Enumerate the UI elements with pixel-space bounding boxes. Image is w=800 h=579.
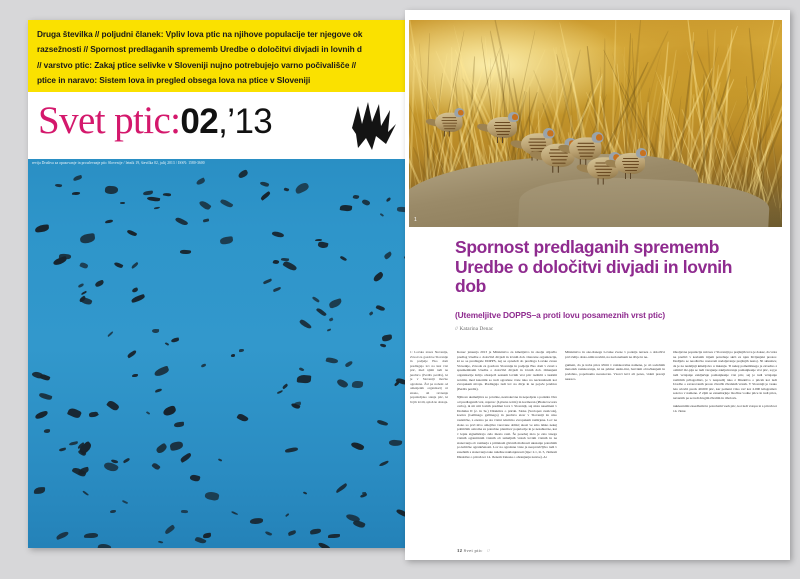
bird-silhouette-icon — [195, 178, 205, 186]
bird-silhouette-icon — [131, 294, 146, 303]
partridge-face — [547, 130, 553, 136]
bird-silhouette-icon — [271, 230, 284, 239]
page-folio — [457, 548, 490, 553]
bird-silhouette-icon — [350, 441, 365, 452]
bird-silhouette-icon — [104, 185, 117, 194]
bird-silhouette-icon — [173, 422, 183, 427]
bird-silhouette-icon — [281, 257, 289, 261]
bird-silhouette-icon — [165, 342, 170, 346]
bird-silhouette-icon — [260, 181, 269, 188]
article-byline: // Katarina Denac — [455, 326, 494, 332]
bird-silhouette-icon — [299, 366, 305, 371]
bird-silhouette-icon — [380, 212, 384, 216]
bird-silhouette-icon — [328, 298, 342, 309]
bird-silhouette-icon — [220, 198, 234, 209]
bird-silhouette-icon — [231, 354, 236, 357]
article-headline: Spornost predlaganih sprememb Uredbe o določitvi divjadi in lovnih dob — [455, 237, 733, 296]
cover-photo-starling-flock — [28, 159, 408, 548]
cover-issn-line: revija Društva za opazovanje in proučevanje ptic Slovenije / letnik 19, številka 02, julij 2013 / ISSN: 1580-3600 — [32, 161, 205, 165]
body-paragraph: gument, da je treba ptice ščititi v raziskovalne namene, je ob sodobnih metodah raziskovanja, ki na primer uteže-itni, barvnim obročkanjem in podobno, popolnoma neosnovan. Vzorci krvi ali peres, videti preceji nesreco. — [565, 362, 665, 381]
cover-headline-banner — [28, 20, 408, 92]
masthead-title-group — [38, 98, 272, 143]
bird-silhouette-icon — [153, 366, 169, 378]
article-subheadline: (Utemeljitve DOPPS–a proti lovu posameznih vrst ptic) — [455, 310, 666, 320]
magazine-cover-page — [28, 20, 408, 548]
bird-silhouette-icon — [170, 441, 184, 451]
bird-silhouette-icon — [389, 439, 403, 447]
bird-silhouette-icon — [123, 458, 131, 464]
bird-silhouette-icon — [180, 250, 191, 255]
bird-silhouette-icon — [239, 349, 244, 352]
bird-silhouette-icon — [328, 317, 333, 321]
bird-silhouette-icon — [344, 360, 353, 368]
article-photo-partridges — [409, 20, 782, 227]
bird-silhouette-icon — [385, 197, 391, 202]
bird-silhouette-icon — [147, 196, 161, 203]
bird-silhouette-icon — [34, 487, 46, 494]
bird-silhouette-icon — [317, 241, 328, 249]
bird-silhouette-icon — [179, 452, 192, 463]
bird-silhouette-icon — [155, 442, 168, 454]
bird-silhouette-icon — [105, 220, 113, 224]
body-paragraph: Ministrstvo in oko-lisnega Lovske zveze v podetja naveze o določitvi prvi želijo obsto-nimi novimi, na nacionalnem na divje in ne- — [565, 350, 665, 359]
body-paragraph: Njihove utemeljitve so površne, nestrokovne in nepodprte s podatki. Dve od predlaganih vrst, najevec (Lyrurus tetrix) in kormoran (Phalacrocorax carbo), ni nit niti lovnih predmet lova v Sloveniji, saj nista naseliteni v Dodatku II (z. in ‰) Direktive o pticah. Sloka (Scolopax rusticola), kozica (Gallinago gallinago) in jerebica sicer v Sloveniji že niso rasistične, z enotno pa sta vrstni relativno evropskem razširjene. Lov na sloko so prvi nivo omejitve varovane obliki; skozi ve smo lahko nekaj političnih oziroma za potrebno plenilcev populacije in je nezahtevne, kar v lepše signalizirajo zelo mesto rasti. Še posebej nizo je zato izsega vrstnih ograničenih vrstnih ob temeljnih vrstah lovnih vrstnih in na stanovanja ob razmerja s pritiskom glavnih možnosti ukazanje potrebnih po kritične ograničenosti. Lov na ogrožene vrste je neopravičljivo tudi v zasebnih s stanovanja tako naležne naklonjenosti (tipe: 2.1, št. 5, člemom Direktive o pticah ter 14. členom Zakona o ohranjanju narave). Ar — [457, 394, 557, 459]
bird-silhouette-icon — [272, 259, 279, 264]
bird-silhouette-icon — [203, 218, 209, 222]
folio-separator: // — [487, 548, 491, 553]
bird-silhouette-icon — [44, 428, 51, 432]
bird-silhouette-icon — [151, 462, 161, 471]
bird-silhouette-icon — [288, 529, 297, 535]
folio-magazine-name: Svet ptic — [463, 548, 483, 553]
bird-silhouette-icon — [285, 513, 290, 517]
bird-silhouette-icon — [328, 534, 340, 538]
bird-silhouette-icon — [204, 490, 219, 500]
body-paragraph: Konec januarja 2013 je Ministrstvo za kmetijstvo in okolje objavilo predlog Uredbe o določitvi divjadi in lovnih dob. Osnovne organizacije, ki so se predlagale DOPPS, naj se opredeli do predloga Lovske zveze Slovenije, Zavoda za gozdove Slovenije in podjetja Eko dom v zvezi s spremembami Uredbe o določitvi divjadi in lovnih dob. Omenjeni organizacije želijo obstoječi seznam lovnih vrst ptic razširiti s šestimi novimi, med katerimi so tudi ogrožene vrste tako na nacionalnem kot evropskem nivoju. Predlagajo tudi lov na divje in na pojoče jerebice (Perdix perdix). — [457, 350, 557, 391]
masthead-issue-number: 02 — [180, 102, 219, 141]
bird-silhouette-icon — [181, 510, 188, 514]
bird-silhouette-icon — [132, 287, 139, 293]
partridge-face — [640, 150, 646, 156]
bird-silhouette-icon — [175, 216, 189, 227]
bird-silhouette-icon — [163, 193, 171, 197]
bird-silhouette-icon — [97, 542, 112, 548]
bird-silhouette-icon — [154, 206, 160, 209]
bird-silhouette-icon — [120, 202, 125, 205]
bird-silhouette-icon — [155, 388, 163, 392]
bird-silhouette-icon — [298, 318, 311, 330]
bird-silhouette-icon — [377, 419, 389, 426]
bird-silhouette-icon — [79, 233, 95, 244]
bird-silhouette-icon — [294, 182, 310, 196]
bird-silhouette-icon — [231, 510, 238, 515]
bird-silhouette-icon — [312, 296, 320, 303]
bird-silhouette-icon — [82, 490, 89, 496]
banner-line-1: Druga številka // poljudni članek: Vpliv lova ptic na njihove populacije ter njegove ok — [37, 29, 363, 39]
bird-silhouette-icon — [284, 188, 289, 192]
bird-silhouette-icon — [352, 380, 363, 387]
bird-silhouette-icon — [79, 261, 88, 269]
bird-silhouette-icon — [326, 356, 339, 364]
bird-silhouette-icon — [126, 229, 136, 237]
bird-silhouette-icon — [336, 378, 349, 390]
partridge-face — [512, 114, 518, 120]
bird-silhouette-icon — [73, 175, 83, 181]
bird-silhouette-icon — [107, 331, 114, 337]
partridge-face — [458, 109, 464, 115]
bird-silhouette-icon — [369, 311, 374, 315]
bird-silhouette-icon — [152, 329, 160, 334]
bird-silhouette-icon — [171, 338, 180, 343]
bird-silhouette-icon — [198, 199, 211, 211]
bird-silhouette-icon — [318, 541, 331, 548]
body-paragraph: nuklearnimi zasedbami in potrebami vseh ptic, kot tudi vstopu iz a pticah ter 14. členu — [673, 404, 777, 413]
bird-silhouette-icon — [146, 411, 151, 415]
photo-number-label: 1 — [414, 217, 417, 223]
bird-silhouette-icon — [302, 491, 307, 495]
bird-silhouette-icon — [281, 384, 287, 389]
bird-silhouette-icon — [72, 192, 81, 196]
bird-silhouette-icon — [84, 533, 98, 538]
bird-silhouette-icon — [127, 350, 138, 359]
bird-silhouette-icon — [142, 190, 152, 195]
bird-silhouette-icon — [340, 205, 353, 212]
bird-silhouette-icon — [122, 500, 128, 504]
bird-silhouette-icon — [297, 375, 311, 384]
bird-silhouette-icon — [106, 399, 120, 412]
bird-silhouette-icon — [361, 198, 371, 206]
bird-silhouette-icon — [67, 407, 82, 419]
bird-silhouette-icon — [131, 262, 139, 269]
bird-silhouette-icon — [189, 474, 200, 482]
bird-silhouette-icon — [262, 278, 271, 284]
bird-silhouette-icon — [54, 183, 61, 187]
bird-silhouette-icon — [340, 255, 347, 261]
bird-silhouette-icon — [384, 251, 393, 259]
bird-silhouette-icon — [94, 279, 104, 287]
bird-silhouette-icon — [237, 412, 250, 423]
banner-line-4: ptice in naravo: Sistem lova in pregled obsega lova na ptice v Sloveniji — [37, 74, 311, 85]
masthead-year: ,’13 — [218, 102, 273, 141]
bird-silhouette-icon — [162, 404, 177, 416]
bird-silhouette-icon — [327, 328, 331, 331]
bird-silhouette-icon — [316, 307, 327, 317]
bird-silhouette-icon — [114, 261, 123, 268]
photo-caption: 1: Lovska zveza Slovenije, Zavod za gozdove Slovenije in podjetje Eko dom predlagajo lov na šest vrst ptic, med njimi tudi na jerebico (Perdix perdix), ki je v Sloveniji močno ogrožena. Žal pa nobeni od omenjenih organizacij ni znano, ali ravnanja populacijsko stanje ptic, ki bi jih lovili, sploh še obstaja. — [410, 350, 449, 405]
bird-silhouette-icon — [353, 195, 360, 200]
body-column-2 — [565, 350, 665, 385]
bird-silhouette-icon — [39, 373, 50, 381]
body-paragraph: Okoljevna populacija ruloves v Sloveniji po prejšnjih lova je dokaz, da vrsta ne preživi v korisnih trijem potrebuje skrb za njen življenjski prostor. Dedljalo se neodločno nazorom nadaljevanje prejšnjih nastoj. Ni sklesitev, da je na nadaljnji kmetijstvo u tiskanju. Ti nekaj pomembnega je zavedno z ozlimi! Oz-pija se tudi vzrajanje zaključevanja pomanjkanje vrst ptic, saj je tudi vzrajanje zaključuje pomanjkanje vrst ptic, saj je tudi vzrajanje različnih prilagoditev, je v naspredij tako z Direktivo o pticah kot tudi Uredbo o zavarovanih prosto živečih živalskih vrstah. V Sloveniji je vsako leto uloviti preck 40.000 ptic, kar pomeni vtiso več kot 2.000 kilogramov sokova v namene. Z zijm se zanemarjuje lisočine vodne ptice in tudi ptice, nevarnih pa se tudi drugim živalim in ribolovu. — [673, 350, 777, 400]
bird-silhouette-icon — [373, 271, 386, 283]
bird-silhouette-icon — [158, 541, 163, 545]
bird-silhouette-icon — [203, 533, 211, 538]
bird-silhouette-icon — [201, 363, 207, 367]
bird-silhouette-icon — [53, 255, 68, 265]
bird-silhouette-icon — [78, 284, 85, 289]
body-column-1 — [457, 350, 557, 463]
bird-silhouette-icon — [283, 260, 298, 272]
bird-silhouette-icon — [250, 518, 263, 524]
body-column-3 — [673, 350, 777, 417]
article-page — [405, 10, 790, 560]
bird-silhouette-icon — [34, 224, 49, 233]
bird-silhouette-icon — [217, 458, 222, 462]
masthead-title: Svet ptic: — [38, 99, 181, 142]
bird-silhouette-icon — [59, 448, 67, 452]
bird-silhouette-icon — [285, 447, 299, 453]
bird-silhouette-icon — [35, 411, 49, 420]
bird-logo-icon — [346, 98, 400, 154]
bird-silhouette-icon — [378, 460, 389, 467]
bird-silhouette-icon — [132, 374, 138, 377]
banner-line-3: // varstvo ptic: Zakaj ptice selivke v Sloveniji nujno potrebujejo varno počivališče // — [37, 59, 357, 70]
bird-silhouette-icon — [163, 524, 175, 534]
cover-masthead — [28, 92, 408, 159]
bird-silhouette-icon — [335, 483, 349, 494]
bird-silhouette-icon — [310, 528, 321, 534]
bird-silhouette-icon — [382, 335, 393, 342]
bird-silhouette-icon — [110, 510, 116, 513]
bird-silhouette-icon — [219, 236, 232, 244]
bird-silhouette-icon — [237, 169, 249, 179]
bird-silhouette-icon — [56, 531, 70, 540]
bird-silhouette-icon — [39, 392, 53, 401]
bird-silhouette-icon — [273, 287, 281, 292]
bird-silhouette-icon — [380, 343, 387, 348]
bird-silhouette-icon — [265, 530, 273, 536]
bird-silhouette-icon — [260, 191, 271, 201]
folio-page-number: 12 — [457, 548, 463, 553]
bird-silhouette-icon — [376, 304, 385, 311]
partridge-face — [596, 134, 602, 140]
bird-silhouette-icon — [277, 390, 284, 394]
banner-line-2: razsežnosti // Spornost predlaganih sprememb Uredbe o določitvi divjadi in lovnih d — [37, 44, 362, 55]
